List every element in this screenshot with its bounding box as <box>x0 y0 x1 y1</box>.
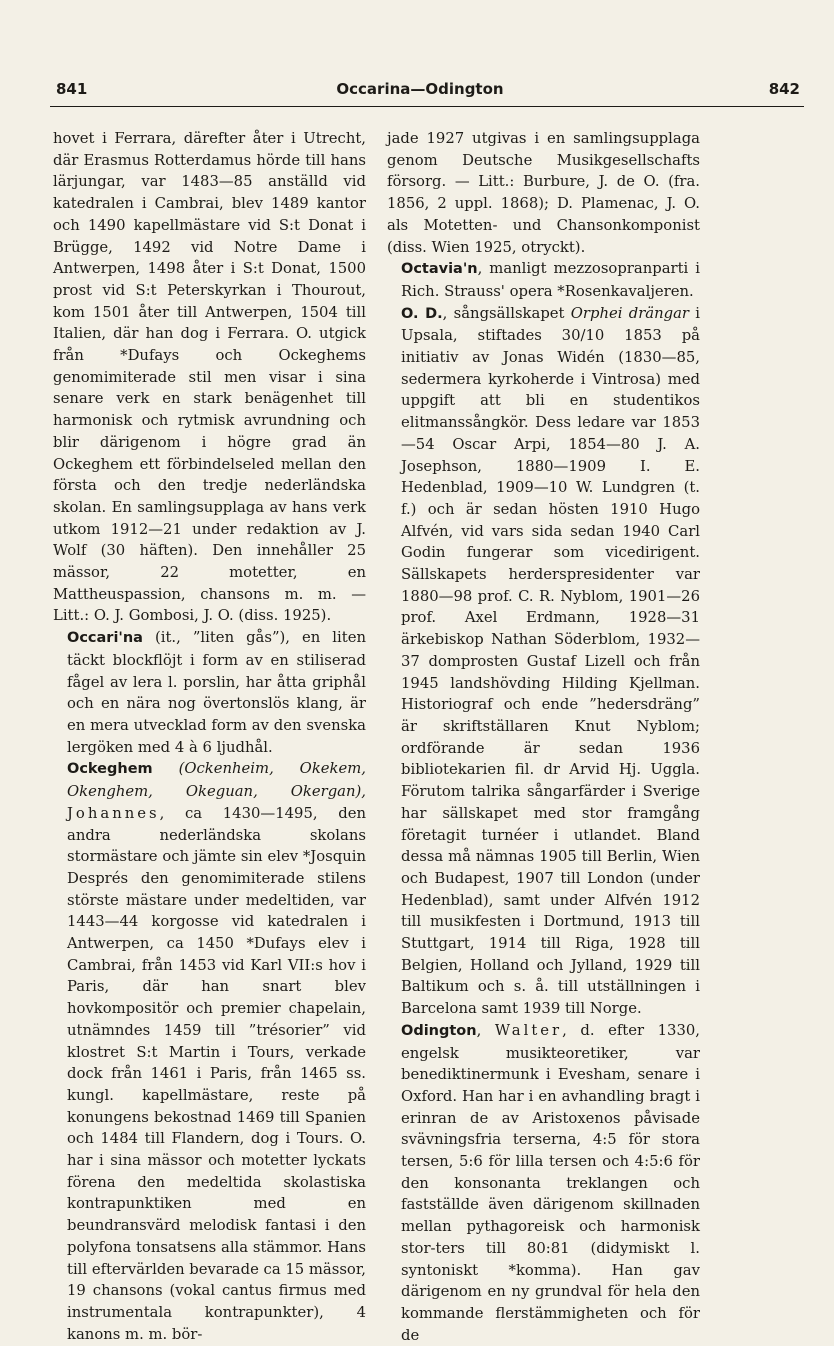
entry-ockeghem <box>53 758 366 1345</box>
headword: O. D. <box>401 305 443 322</box>
entry-octavian <box>387 258 700 302</box>
entry-text: , manligt mezzosopranparti i Rich. Strauss' opera *Rosenkavaljeren. <box>401 260 700 300</box>
spaced-name: Johannes <box>67 804 160 822</box>
entry-odington: Odington, Walter, d. efter 1330, engelsk musikteoretiker, var benediktinermunk i Evesham, senare i Oxford. Han har i en avhandling bragt i erinran de av Aristoxenos påvisade svävningsfria terserna, 4:5 för stora tersen, 5:6 för lilla tersen och 4:5:6 för den konsonanta treklangen och fastställde även därigenom skillnaden mellan pythagoreisk och harmonisk stor-ters till 80:81 (didymiskt l. syntoniskt *komma). Han gav därigenom en ny grundval för hela den kommande flerstämmigheten och för de <box>401 1021 700 1344</box>
right-column <box>387 128 700 1346</box>
entry-text: , d. efter 1330, engelsk musikteoretiker, var benediktinermunk i Evesham, senare i Oxford. Han har i en avhandling bragt i erinran de av Aristoxenos påvisade svävningsfria terserna, 4:5 för stora tersen, 5:6 för lilla tersen och 4:5:6 för den konsonanta treklangen och fastställde även därigenom skillnaden mellan pythagoreisk och harmonisk stor-ters till 80:81 (didymiskt l. syntoniskt *komma). Han gav därigenom en ny grundval för hela den kommande flerstämmigheten och för de <box>401 1021 700 1344</box>
page-number-right: 842 <box>768 80 800 98</box>
headword: Ockeghem <box>67 761 153 778</box>
paragraph-continued: hovet i Ferrara, därefter åter i Utrecht, där Erasmus Rotterdamus hörde till hans lärjungar, var 1483—85 anställd vid katedralen i Cambrai, blev 1489 kantor och 1490 kapellmästare vid S:t Donat i Brügge, 1492 vid Notre Dame i Antwerpen, 1498 åter i S:t Donat, 1500 prost vid S:t Peterskyrkan i Thourout, kom 1501 åter till Antwerpen, 1504 till Italien, där han dog i Ferrara. O. utgick från *Dufays och Ockeghems genomimiterade stil men visar i sina senare verk en stark benägenhet till harmonisk och rytmisk avrundning och blir därigenom i högre grad än Ockeghem ett förbindelseled mellan den första och den tredje nederländska skolan. En samlingsupplaga av hans verk utkom 1912—21 under redaktion av J. Wolf (30 häften). Den innehåller 25 mässor, 22 motetter, en Mattheuspassion, chansons m. m. — Litt.: O. J. Gombosi, J. O. (diss. 1925). <box>53 130 366 625</box>
entry-text: (it., ”liten gås”), en liten täckt blockflöjt i form av en stiliserad fågel av lera l. porslin, har åtta griphål och en nära nog övertonslös klang, är en mera utvecklad form av den svenska lergöken med 4 à 6 ljudhål. <box>67 629 366 756</box>
header-rule <box>50 106 804 107</box>
paragraph-continued: jade 1927 utgivas i en samlingsupplaga genom Deutsche Musikgesellschafts försorg. — Litt.: Burbure, J. de O. (fra. 1856, 2 uppl. 1868); D. Plamenac, J. O. als Motetten- und Chansonkomponist (diss. Wien 1925, otryckt). <box>387 130 700 256</box>
entry-text: , sångsällskapet <box>442 304 571 322</box>
page-number-left: 841 <box>56 80 88 98</box>
headword: Octavia'n <box>401 261 478 278</box>
entry-text: i Upsala, stiftades 30/10 1853 på initiativ av Jonas Widén (1830—85, sedermera kyrkoherde i Vintrosa) med uppgift att bli en studentikos elitmanssångkör. Dess ledare var 1853—54 Oscar Arpi, 1854—80 J. A. Josephson, 1880—1909 I. E. Hedenblad, 1909—10 W. Lundgren (t. f.) och är sedan hösten 1910 Hugo Alfvén, vid vars sida sedan 1940 Carl Godin fungerar som vicedirigent. Sällskapets herderspresidenter var 1880—98 prof. C. R. Nyblom, 1901—26 prof. Axel Erdmann, 1928—31 ärkebiskop Nathan Söderblom, 1932—37 domprosten Gustaf Lizell och från 1945 landshövding Hilding Kjellman. Historiograf och ende ”hedersdräng” är skriftställaren Knut Nyblom; ordförande är sedan 1936 bibliotekarien fil. dr Arvid Hj. Uggla. Förutom talrika sångarfärder i Sverige har sällskapet med stor framgång företagit turnéer i utlandet. Bland dessa må nämnas 1905 till Berlin, Wien och Budapest, 1907 till London (under Hedenblad), samt under Alfvén 1912 till musikfesten i Dortmund, 1913 till Stuttgart, 1914 till Riga, 1928 till Belgien, Holland och Jylland, 1929 till Baltikum och s. å. till utställningen i Barcelona samt 1939 till Norge. <box>401 304 700 1018</box>
headword: Odington <box>401 1022 477 1039</box>
entry-od <box>387 303 700 1020</box>
entry-occarina <box>53 627 366 758</box>
alt-spellings: (Ockenheim, Okekem, Okenghem, Okeguan, Okergan), <box>67 760 366 801</box>
header-title: Occarina—Odington <box>336 80 504 98</box>
entry-text: , ca 1430—1495, den andra nederländska skolans stormästare och jämte sin elev *Josquin Després den genomimiterade stilens störste mästare under medeltiden, var 1443—44 korgosse vid katedralen i Antwerpen, ca 1450 *Dufays elev i Cambrai, från 1453 vid Karl VII:s hov i Paris, där han snart blev hovkompositör och premier chapelain, utnämndes 1459 till ”trésorier” vid klostret S:t Martin i Tours, verkade dock från 1461 i Paris, från 1465 ss. kungl. kapellmästare, reste på konungens bekostnad 1469 till Spanien och 1484 till Flandern, dog i Tours. O. har i sina mässor och motetter lyckats förena den medeltida skolastiska kontrapunktiken med en beundransvärd melodisk fantasi i den polyfona tonsatsens alla stämmor. Hans till eftervärlden bevarade ca 15 mässor, 19 chansons (vokal cantus firmus med instrumentala kontrapunkter), 4 kanons m. m. bör- <box>67 804 366 1343</box>
left-column <box>53 128 366 1345</box>
spaced-name: Walter <box>494 1021 563 1039</box>
headword: Occari'na <box>67 630 143 647</box>
running-header <box>40 80 800 104</box>
latin-name: Orphei drängar <box>570 304 689 322</box>
